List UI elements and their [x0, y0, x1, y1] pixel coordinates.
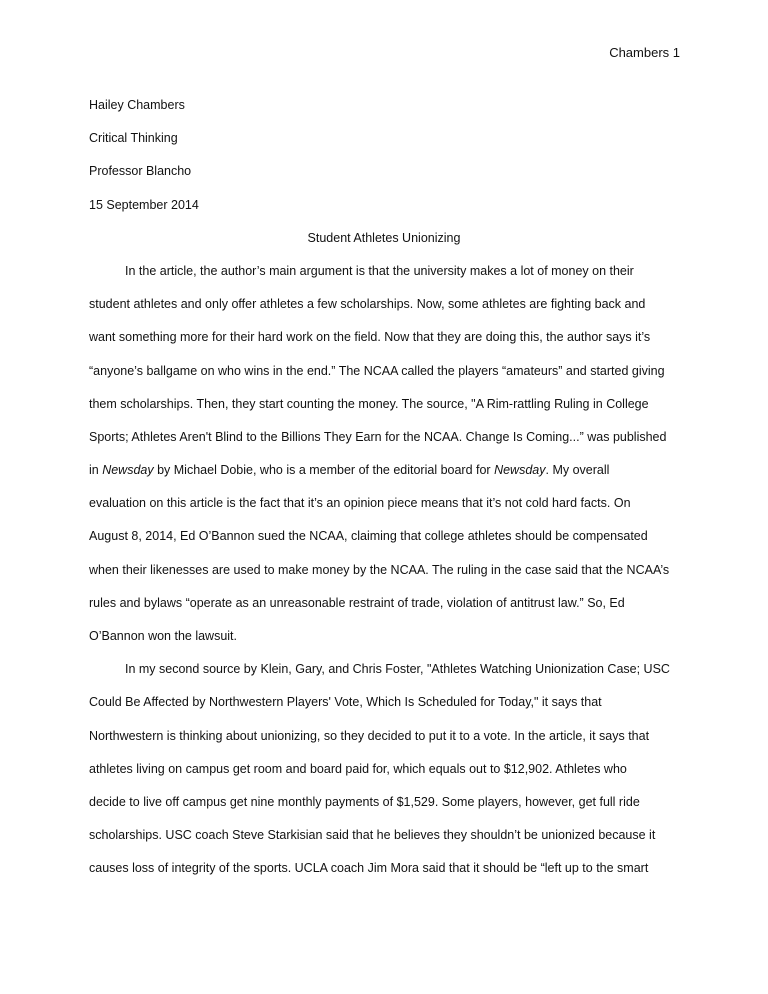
paragraph-line: [89, 454, 689, 487]
paragraph-line: rules and bylaws “operate as an unreasonable restraint of trade, violation of antitrust law.” So, Ed: [89, 595, 625, 610]
course-name: Critical Thinking: [89, 131, 178, 146]
author-name: Hailey Chambers: [89, 98, 185, 112]
paragraph-line: student athletes and only offer athletes a few scholarships. Now, some athletes are fighting back and: [89, 297, 646, 312]
paragraph-2: [89, 653, 689, 885]
paragraph-line: evaluation on this article is the fact that it’s an opinion piece means that it’s not cold hard facts. On: [89, 496, 631, 511]
paragraph-line: Sports; Athletes Aren't Blind to the Billions They Earn for the NCAA. Change Is Coming...” was published: [89, 429, 667, 444]
publication-name: Newsday: [102, 463, 154, 478]
paragraph-line: causes loss of integrity of the sports. UCLA coach Jim Mora said that it should be “left up to the smart: [89, 861, 649, 876]
paragraph-line: August 8, 2014, Ed O’Bannon sued the NCAA, claiming that college athletes should be compensated: [89, 529, 648, 544]
paragraph-line: “anyone’s ballgame on who wins in the end.” The NCAA called the players “amateurs” and started giving: [89, 363, 665, 378]
essay-date: 15 September 2014: [89, 197, 199, 212]
professor-name: Professor Blancho: [89, 164, 192, 179]
paragraph-line: O’Bannon won the lawsuit.: [89, 629, 238, 643]
paragraph-line: want something more for their hard work on the field. Now that they are doing this, the author says it’s: [89, 330, 651, 345]
document-body: [89, 89, 689, 886]
line-text: by Michael Dobie, who is a member of the editorial board for: [153, 463, 495, 478]
running-head: Chambers 1: [609, 45, 680, 60]
paragraph-line: In my second source by Klein, Gary, and Chris Foster, "Athletes Watching Unionization Case; USC: [125, 662, 670, 677]
line-text: . My overall: [545, 463, 610, 478]
paragraph-line: Northwestern is thinking about unionizing, so they decided to put it to a vote. In the article, it says that: [89, 728, 650, 743]
paragraph-line: scholarships. USC coach Steve Starkisian said that he believes they shouldn’t be unionized because it: [89, 828, 656, 843]
paragraph-line: when their likenesses are used to make money by the NCAA. The ruling in the case said that the NCAA’s: [89, 562, 670, 577]
publication-name: Newsday: [494, 463, 546, 478]
paragraph-1: [89, 255, 689, 653]
paragraph-line: In the article, the author’s main argument is that the university makes a lot of money on their: [125, 263, 634, 278]
paragraph-line: them scholarships. Then, they start counting the money. The source, "A Rim-rattling Ruling in College: [89, 396, 649, 411]
line-text: in: [89, 463, 103, 478]
paragraph-line: decide to live off campus get nine monthly payments of $1,529. Some players, however, get full ride: [89, 794, 640, 809]
paragraph-line: athletes living on campus get room and board paid for, which equals out to $12,902. Athletes who: [89, 761, 627, 776]
paragraph-line: Could Be Affected by Northwestern Players' Vote, Which Is Scheduled for Today," it says that: [89, 695, 602, 710]
essay-title: Student Athletes Unionizing: [307, 230, 461, 245]
